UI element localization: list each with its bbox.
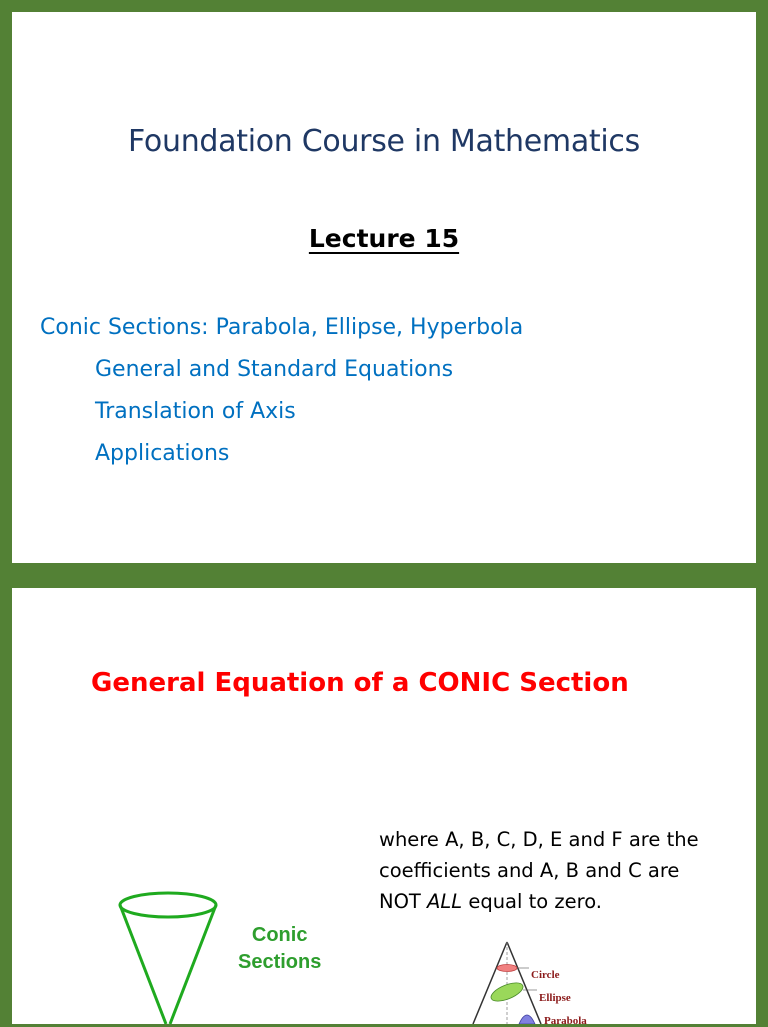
coefficients-note — [379, 824, 699, 917]
cone-label-ellipse: Ellipse — [539, 992, 571, 1004]
note-text: NOT — [379, 890, 428, 913]
note-text: equal to zero. — [462, 890, 603, 913]
topic-item: Conic Sections: Parabola, Ellipse, Hyperbola — [40, 315, 524, 340]
lecture-number: Lecture 15 — [308, 224, 460, 253]
note-line: where A, B, C, D, E and F are the — [379, 828, 699, 851]
conic-cone-diagram-icon — [457, 940, 607, 1024]
note-emphasis: ALL — [427, 890, 463, 913]
note-line: coefficients and A, B and C are — [379, 859, 680, 882]
cone-label-circle: Circle — [531, 969, 560, 981]
green-cone-icon — [114, 888, 224, 1024]
slide-title: Foundation Course in Mathematics — [128, 124, 640, 159]
note-line — [379, 886, 699, 917]
section-heading: General Equation of a CONIC Section — [91, 668, 629, 698]
cone-label-parabola: Parabola — [544, 1015, 587, 1027]
topic-item: General and Standard Equations — [95, 357, 454, 382]
topic-item: Applications — [95, 441, 230, 466]
conic-label-line: Sections — [238, 951, 322, 973]
topic-item: Translation of Axis — [95, 399, 296, 424]
slide-1 — [12, 12, 756, 563]
conic-sections-label — [238, 922, 321, 976]
slide-2 — [12, 588, 756, 1027]
conic-label-line: Conic — [251, 924, 308, 946]
